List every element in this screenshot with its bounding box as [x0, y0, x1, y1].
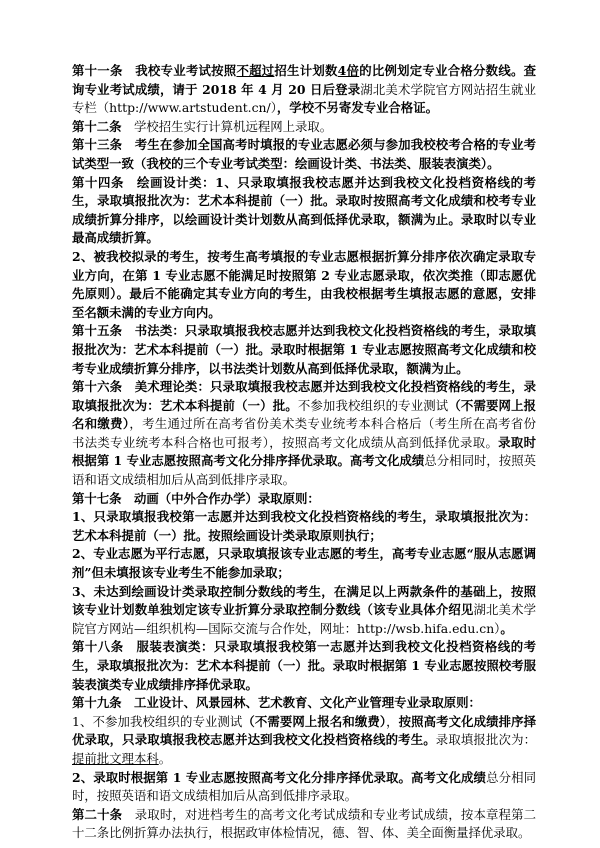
- article-18: [72, 638, 536, 694]
- article-17-title: 动画（中外合作办学）录取原则：: [133, 490, 320, 506]
- article-11-text-1: 我校专业考试按照: [135, 63, 237, 78]
- article-16: [72, 378, 536, 490]
- article-19-normal-4: 。: [158, 750, 172, 766]
- article-19-bold-3: 2、录取时根据第 1 专业志愿按照高考文化分排序择优录取。高考文化成绩: [72, 769, 487, 785]
- article-14-para-1: 绘画设计类：1、只录取填报我校志愿并达到我校文化投档资格线的考生，录取填报批次为：艺术本科提前（一）批。录取时按照高考文化成绩和校考专业成绩折算分排序，以绘画设计类计划数从高到低择优录取，额满为止。录取时以专业最高成绩折算。: [72, 174, 536, 246]
- article-20-heading: 第二十条: [72, 806, 123, 822]
- article-19-normal-1: 1、不参加我校组织的专业测试: [72, 713, 243, 729]
- article-14-heading: 第十四条: [72, 174, 125, 190]
- article-19-title: 工业设计、风景园林、艺术教育、文化产业管理专业录取原则：: [133, 695, 481, 711]
- article-11-text-2: 招生计划数: [274, 63, 338, 78]
- article-19-normal-5: 总分相同时，按照英语和语文成绩相加后从高到低排序录取。: [72, 769, 537, 804]
- article-12-heading: 第十二条: [72, 118, 122, 134]
- article-16-bold-1: 美术理论类：只录取填报我校志愿并达到我校文化投档资格线的考生，录取填报批次为：艺术本科提前（一）批。: [72, 379, 537, 413]
- article-11-underline-1: 不超过: [236, 63, 275, 78]
- article-14-para-2: 2、被我校拟录的考生，按考生高考填报的专业志愿根据折算分排序依次确定录取专业方向，在第 1 专业志愿不能满足时按照第 2 专业志愿录取，依次类推（即志愿优先原则）。最后不能确定其专业方向的考生，由我校根据考生填报志愿的意愿，安排至名额未满的专业方向内。: [72, 248, 536, 320]
- article-19-heading: 第十九条: [72, 695, 122, 711]
- article-19-para-2: [72, 769, 536, 806]
- article-11-website: 湖北美术学院官方网站招生就业专栏（http://www.artstudent.cn/）: [72, 81, 537, 116]
- article-17: [72, 490, 536, 509]
- article-19-underline: 提前批文理本科: [72, 750, 159, 766]
- article-11-text-3: 的比例划定专业合格分数线。查询专业考试成绩，请于 2018 年 4 月 20 日后登录: [72, 63, 537, 97]
- article-16-bold-2: （不需要网上报名和缴费）: [72, 397, 537, 432]
- article-17-para-1: 1、只录取填报我校第一志愿并达到我校文化投档资格线的考生，录取填报批次为：艺术本科提前（一）批。按照绘画设计类录取原则执行；: [72, 509, 536, 543]
- article-19-para-1: [72, 713, 536, 769]
- article-18-heading: 第十八条: [72, 639, 124, 655]
- article-15-heading: 第十五条: [72, 323, 123, 339]
- article-13: [72, 136, 536, 173]
- article-16-normal-3: 总分相同时，按照英语和语文成绩相加后从高到低排序录取。: [72, 453, 537, 488]
- article-11: [72, 62, 536, 118]
- article-16-bold-3: 录取时根据第 1 专业志愿按照高考文化分排序择优录取。高考文化成绩: [72, 434, 536, 469]
- article-17-para-3-end: 。: [500, 620, 513, 636]
- article-19-bold-2: 按照高考文化成绩排序择优录取，只录取填报我校志愿并达到我校文化投档资格线的考生。: [72, 713, 536, 748]
- article-11-text-4: ，学校不另寄发专业合格证。: [276, 100, 438, 116]
- article-20-body: 录取时，对进档考生的高考文化考试成绩和专业考试成绩，按本章程第二十二条比例折算办法执行，根据政审体检情况，德、智、体、美全面衡量择优录取。: [72, 806, 537, 841]
- article-13-body: 考生在参加全国高考时填报的专业志愿必须与参加我校校考合格的专业考试类型一致（我校的三个专业考试类型：绘画设计类、书法类、服装表演类）。: [72, 137, 537, 171]
- article-17-para-3-text: 3、未达到绘画设计类录取控制分数线的考生，在满足以上两款条件的基础上，按照该专业计划数单独划定该专业折算分录取控制分数线（该专业具体介绍见: [72, 583, 536, 618]
- article-17-heading: 第十七条: [72, 490, 122, 506]
- article-17-para-3: [72, 583, 536, 639]
- article-13-heading: 第十三条: [72, 137, 123, 153]
- article-20: [72, 806, 536, 843]
- article-19-bold-1: （不需要网上报名和缴费）: [242, 713, 387, 729]
- article-19: [72, 694, 536, 713]
- article-11-underline-2: 4倍: [337, 63, 360, 78]
- article-16-heading: 第十六条: [72, 379, 123, 395]
- article-16-normal-1: 不参加我校组织的专业测试: [297, 397, 449, 413]
- article-12: [72, 118, 536, 137]
- article-16-normal-2: ，考生通过所在高考省份美术类专业统考本科合格后（考生所在高考省份书法类专业统考本科合格也可报考），按照高考文化成绩从高到低择优录取。: [72, 416, 536, 450]
- article-11-heading: 第十一条: [72, 63, 123, 78]
- article-18-body: 服装表演类：只录取填报我校第一志愿并达到我校文化投档资格线的考生，录取填报批次为：艺术本科提前（一）批。录取时根据第 1 专业志愿按照校考服装表演类专业成绩排序择优录取。: [72, 639, 537, 692]
- article-12-body: 学校招生实行计算机远程网上录取。: [133, 118, 333, 134]
- article-19-normal-2: ，: [386, 713, 399, 729]
- article-17-website: 湖北美术学院官方网站—组织机构—国际交流与合作处，网址：http://wsb.hifa.edu.cn）: [72, 602, 537, 636]
- article-19-normal-3: 录取填报批次为：: [435, 732, 537, 748]
- article-14: [72, 174, 536, 248]
- article-15: [72, 322, 536, 378]
- article-15-body: 书法类：只录取填报我校志愿并达到我校文化投档资格线的考生，录取填报批次为：艺术本科提前（一）批。录取时根据第 1 专业志愿按照高考文化成绩和校考专业成绩折算分排序，以书法类计划数从高到低择优录取，额满为止。: [72, 323, 537, 376]
- article-17-para-2: 2、专业志愿为平行志愿，只录取填报该专业志愿的考生，高考专业志愿“服从志愿调剂”但未填报该专业考生不能参加录取；: [72, 546, 536, 581]
